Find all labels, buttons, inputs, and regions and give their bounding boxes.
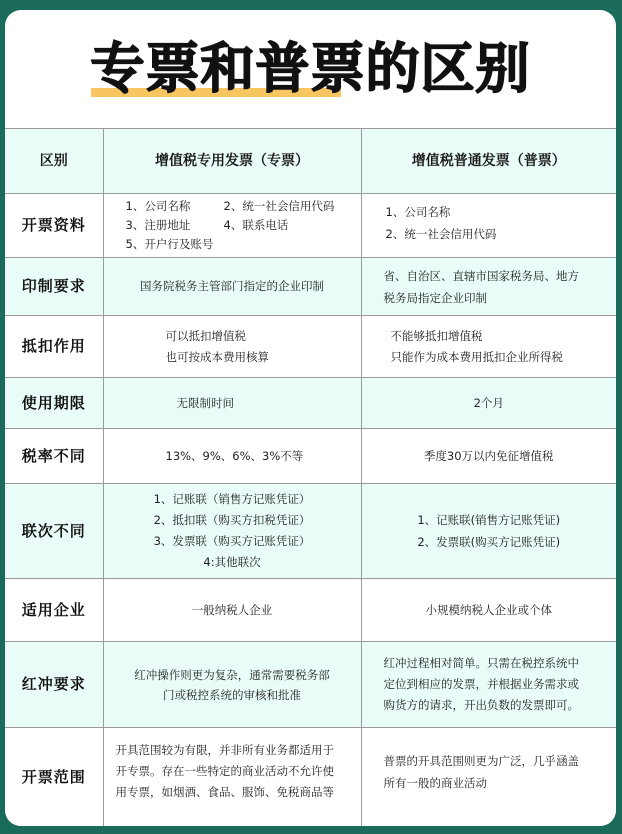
table-header-row bbox=[5, 129, 616, 194]
general-cell: 1、记账联(销售方记账凭证) 2、发票联(购买方记账凭证) bbox=[361, 484, 616, 579]
title-area bbox=[5, 10, 616, 128]
infographic-card bbox=[5, 10, 616, 826]
general-cell: 季度30万以内免征增值税 bbox=[361, 429, 616, 484]
general-cell: 2个月 bbox=[361, 378, 616, 429]
special-cell: 无限制时间 bbox=[103, 378, 361, 429]
general-cell: 1、公司名称 2、统一社会信用代码 bbox=[361, 194, 616, 258]
table-row bbox=[5, 258, 616, 316]
table-row bbox=[5, 484, 616, 579]
table-row bbox=[5, 316, 616, 378]
special-cell: 13%、9%、6%、3%不等 bbox=[103, 429, 361, 484]
special-cell: 国务院税务主管部门指定的企业印制 bbox=[103, 258, 361, 316]
general-cell: 小规模纳税人企业或个体 bbox=[361, 579, 616, 642]
special-cell: 红冲操作则更为复杂，通常需要税务部 门或税控系统的审核和批准 bbox=[103, 642, 361, 728]
row-label: 适用企业 bbox=[5, 579, 103, 642]
page-title: 专票和普票的区别 bbox=[90, 37, 531, 100]
special-cell: 1、公司名称 2、统一社会信用代码 3、注册地址 4、联系电话 5、开户行及账号 bbox=[103, 194, 361, 258]
special-cell: 一般纳税人企业 bbox=[103, 579, 361, 642]
header-general-invoice: 增值税普通发票（普票） bbox=[361, 129, 616, 194]
general-cell: 省、自治区、直辖市国家税务局、地方 税务局指定企业印制 bbox=[361, 258, 616, 316]
table-row bbox=[5, 429, 616, 484]
special-cell: 开具范围较为有限，并非所有业务都适用于 开专票。存在一些特定的商业活动不允许使 用专票，如烟酒、食品、服饰、免税商品等 bbox=[103, 728, 361, 827]
general-cell: 红冲过程相对简单。只需在税控系统中 定位到相应的发票，并根据业务需求或 购货方的请求，开出负数的发票即可。 bbox=[361, 642, 616, 728]
general-cell: 不能够抵扣增值税 只能作为成本费用抵扣企业所得税 bbox=[361, 316, 616, 378]
special-cell: 1、记账联（销售方记账凭证） 2、抵扣联（购买方扣税凭证） 3、发票联（购买方记账凭证） 4:其他联次 bbox=[103, 484, 361, 579]
row-label: 使用期限 bbox=[5, 378, 103, 429]
table-row bbox=[5, 194, 616, 258]
table-row bbox=[5, 642, 616, 728]
table-row bbox=[5, 579, 616, 642]
comparison-table bbox=[5, 128, 616, 826]
general-cell: 普票的开具范围则更为广泛，几乎涵盖 所有一般的商业活动 bbox=[361, 728, 616, 827]
table-row bbox=[5, 728, 616, 827]
row-label: 印制要求 bbox=[5, 258, 103, 316]
table-row bbox=[5, 378, 616, 429]
header-category: 区别 bbox=[5, 129, 103, 194]
row-label: 税率不同 bbox=[5, 429, 103, 484]
header-special-invoice: 增值税专用发票（专票） bbox=[103, 129, 361, 194]
row-label: 抵扣作用 bbox=[5, 316, 103, 378]
row-label: 开票范围 bbox=[5, 728, 103, 827]
row-label: 红冲要求 bbox=[5, 642, 103, 728]
row-label: 联次不同 bbox=[5, 484, 103, 579]
special-cell: 可以抵扣增值税 也可按成本费用核算 bbox=[103, 316, 361, 378]
row-label: 开票资料 bbox=[5, 194, 103, 258]
